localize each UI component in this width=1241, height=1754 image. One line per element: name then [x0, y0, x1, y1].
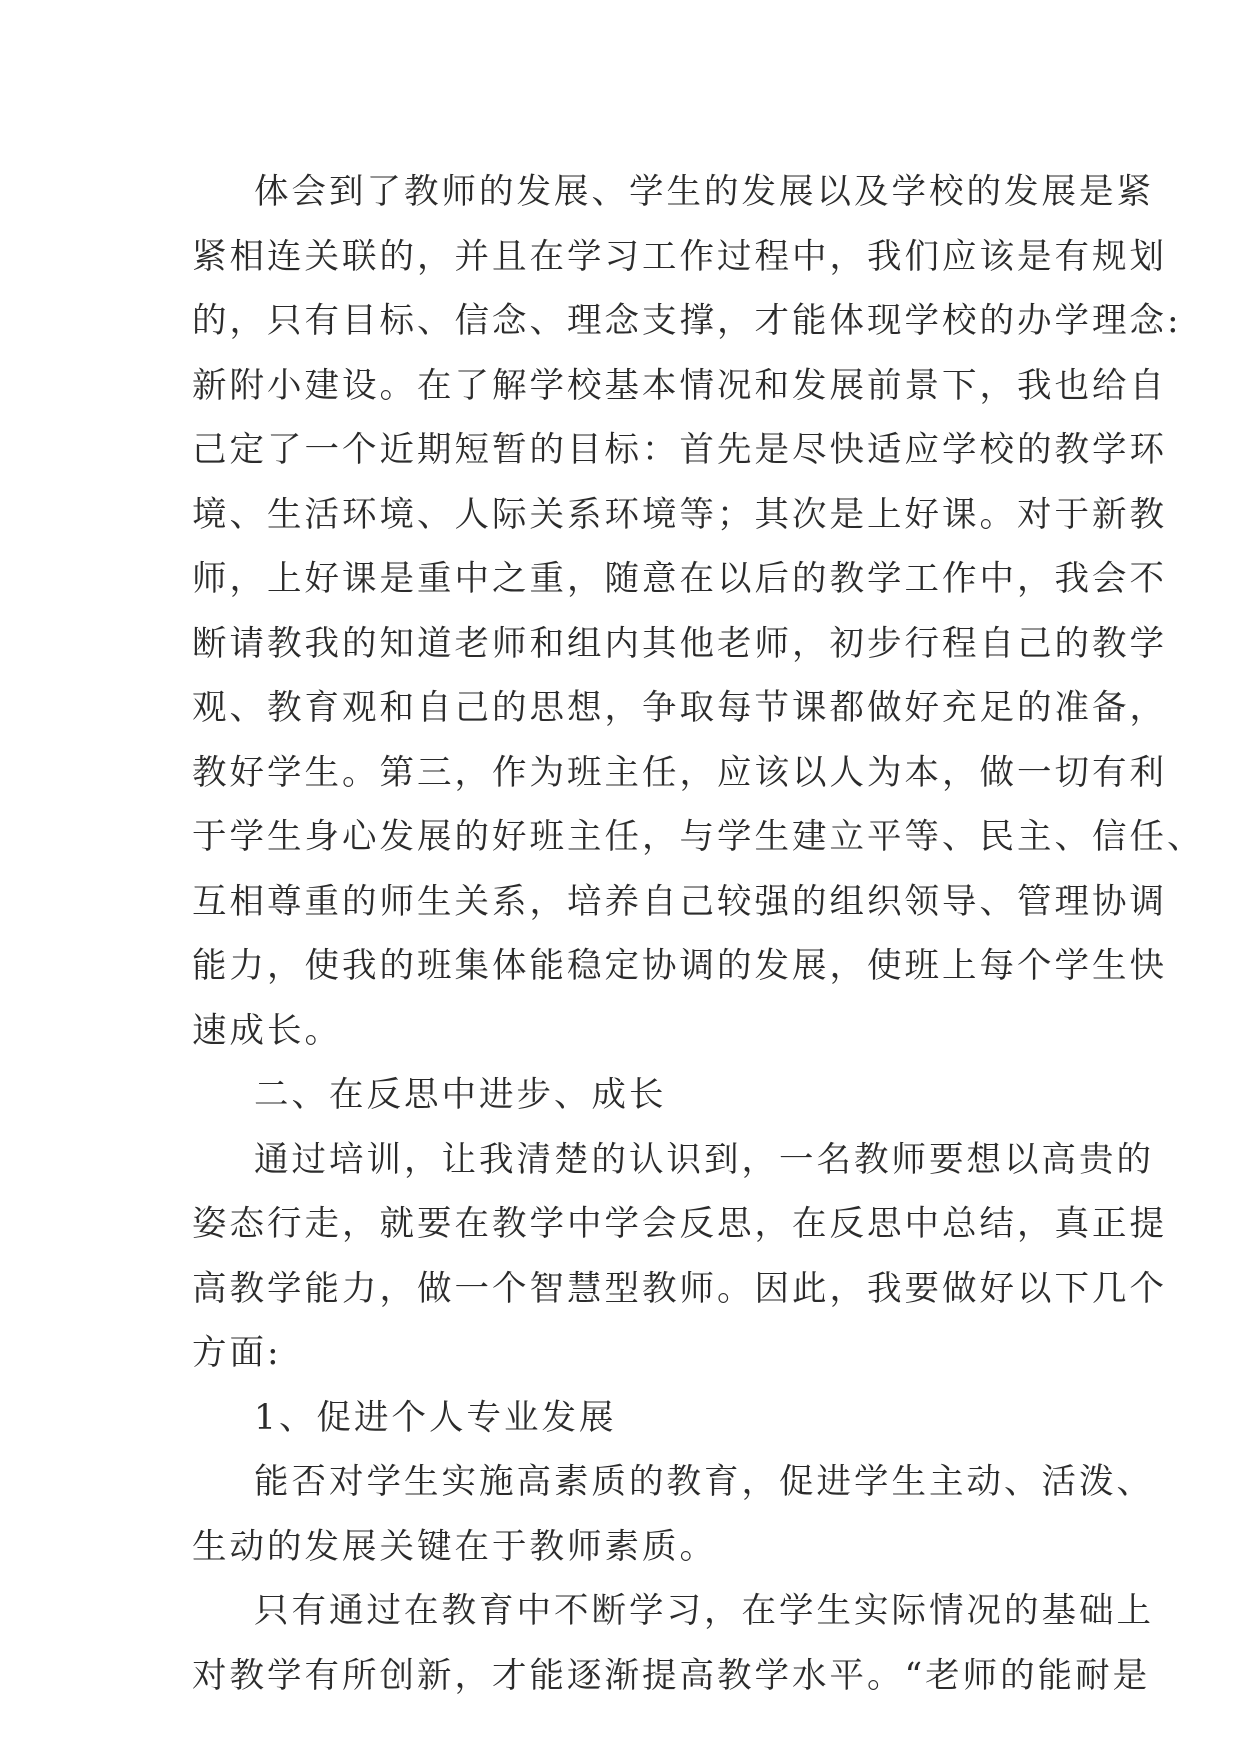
text-line: 方面: [192, 1333, 282, 1373]
text-line: 速成长。 [192, 1010, 342, 1051]
text-line: 境、生活环境、人际关系环境等；其次是上好课。对于新教 [192, 494, 1167, 535]
text-line: 对教学有所创新，才能逐渐提高教学水平。“老师的能耐是 [192, 1655, 1151, 1696]
text-line: 新附小建设。在了解学校基本情况和发展前景下，我也给自 [192, 365, 1167, 406]
text-line: 断请教我的知道老师和组内其他老师，初步行程自己的教学 [192, 623, 1167, 664]
text-line: 紧相连关联的，并且在学习工作过程中，我们应该是有规划 [192, 236, 1167, 277]
text-line: 通过培训，让我清楚的认识到，一名教师要想以高贵的 [254, 1139, 1154, 1180]
text-line: 能力，使我的班集体能稳定协调的发展，使班上每个学生快 [192, 946, 1167, 986]
body-text [192, 160, 1205, 1708]
text-line: 姿态行走，就要在教学中学会反思，在反思中总结，真正提 [192, 1204, 1167, 1244]
text-line: 于学生身心发展的好班主任，与学生建立平等、民主、信任、 [192, 817, 1205, 857]
text-line: 1、促进个人专业发展 [254, 1397, 617, 1438]
text-line: 体会到了教师的发展、学生的发展以及学校的发展是紧 [254, 172, 1154, 212]
text-line: 教好学生。第三，作为班主任，应该以人为本，做一切有利 [192, 752, 1167, 793]
text-line: 高教学能力，做一个智慧型教师。因此，我要做好以下几个 [192, 1268, 1167, 1309]
text-line: 观、教育观和自己的思想，争取每节课都做好充足的准备， [192, 688, 1167, 728]
text-line: 只有通过在教育中不断学习，在学生实际情况的基础上 [254, 1591, 1154, 1631]
text-line: 互相尊重的师生关系，培养自己较强的组织领导、管理协调 [192, 881, 1167, 922]
text-line: 生动的发展关键在于教师素质。 [192, 1526, 717, 1567]
text-line: 二、在反思中进步、成长 [254, 1075, 667, 1115]
text-line: 师，上好课是重中之重，随意在以后的教学工作中，我会不 [192, 559, 1167, 599]
text-line: 的，只有目标、信念、理念支撑，才能体现学校的办学理念: [192, 301, 1182, 341]
text-line: 己定了一个近期短暂的目标：首先是尽快适应学校的教学环 [192, 430, 1167, 470]
text-line: 能否对学生实施高素质的教育，促进学生主动、活泼、 [254, 1462, 1154, 1502]
